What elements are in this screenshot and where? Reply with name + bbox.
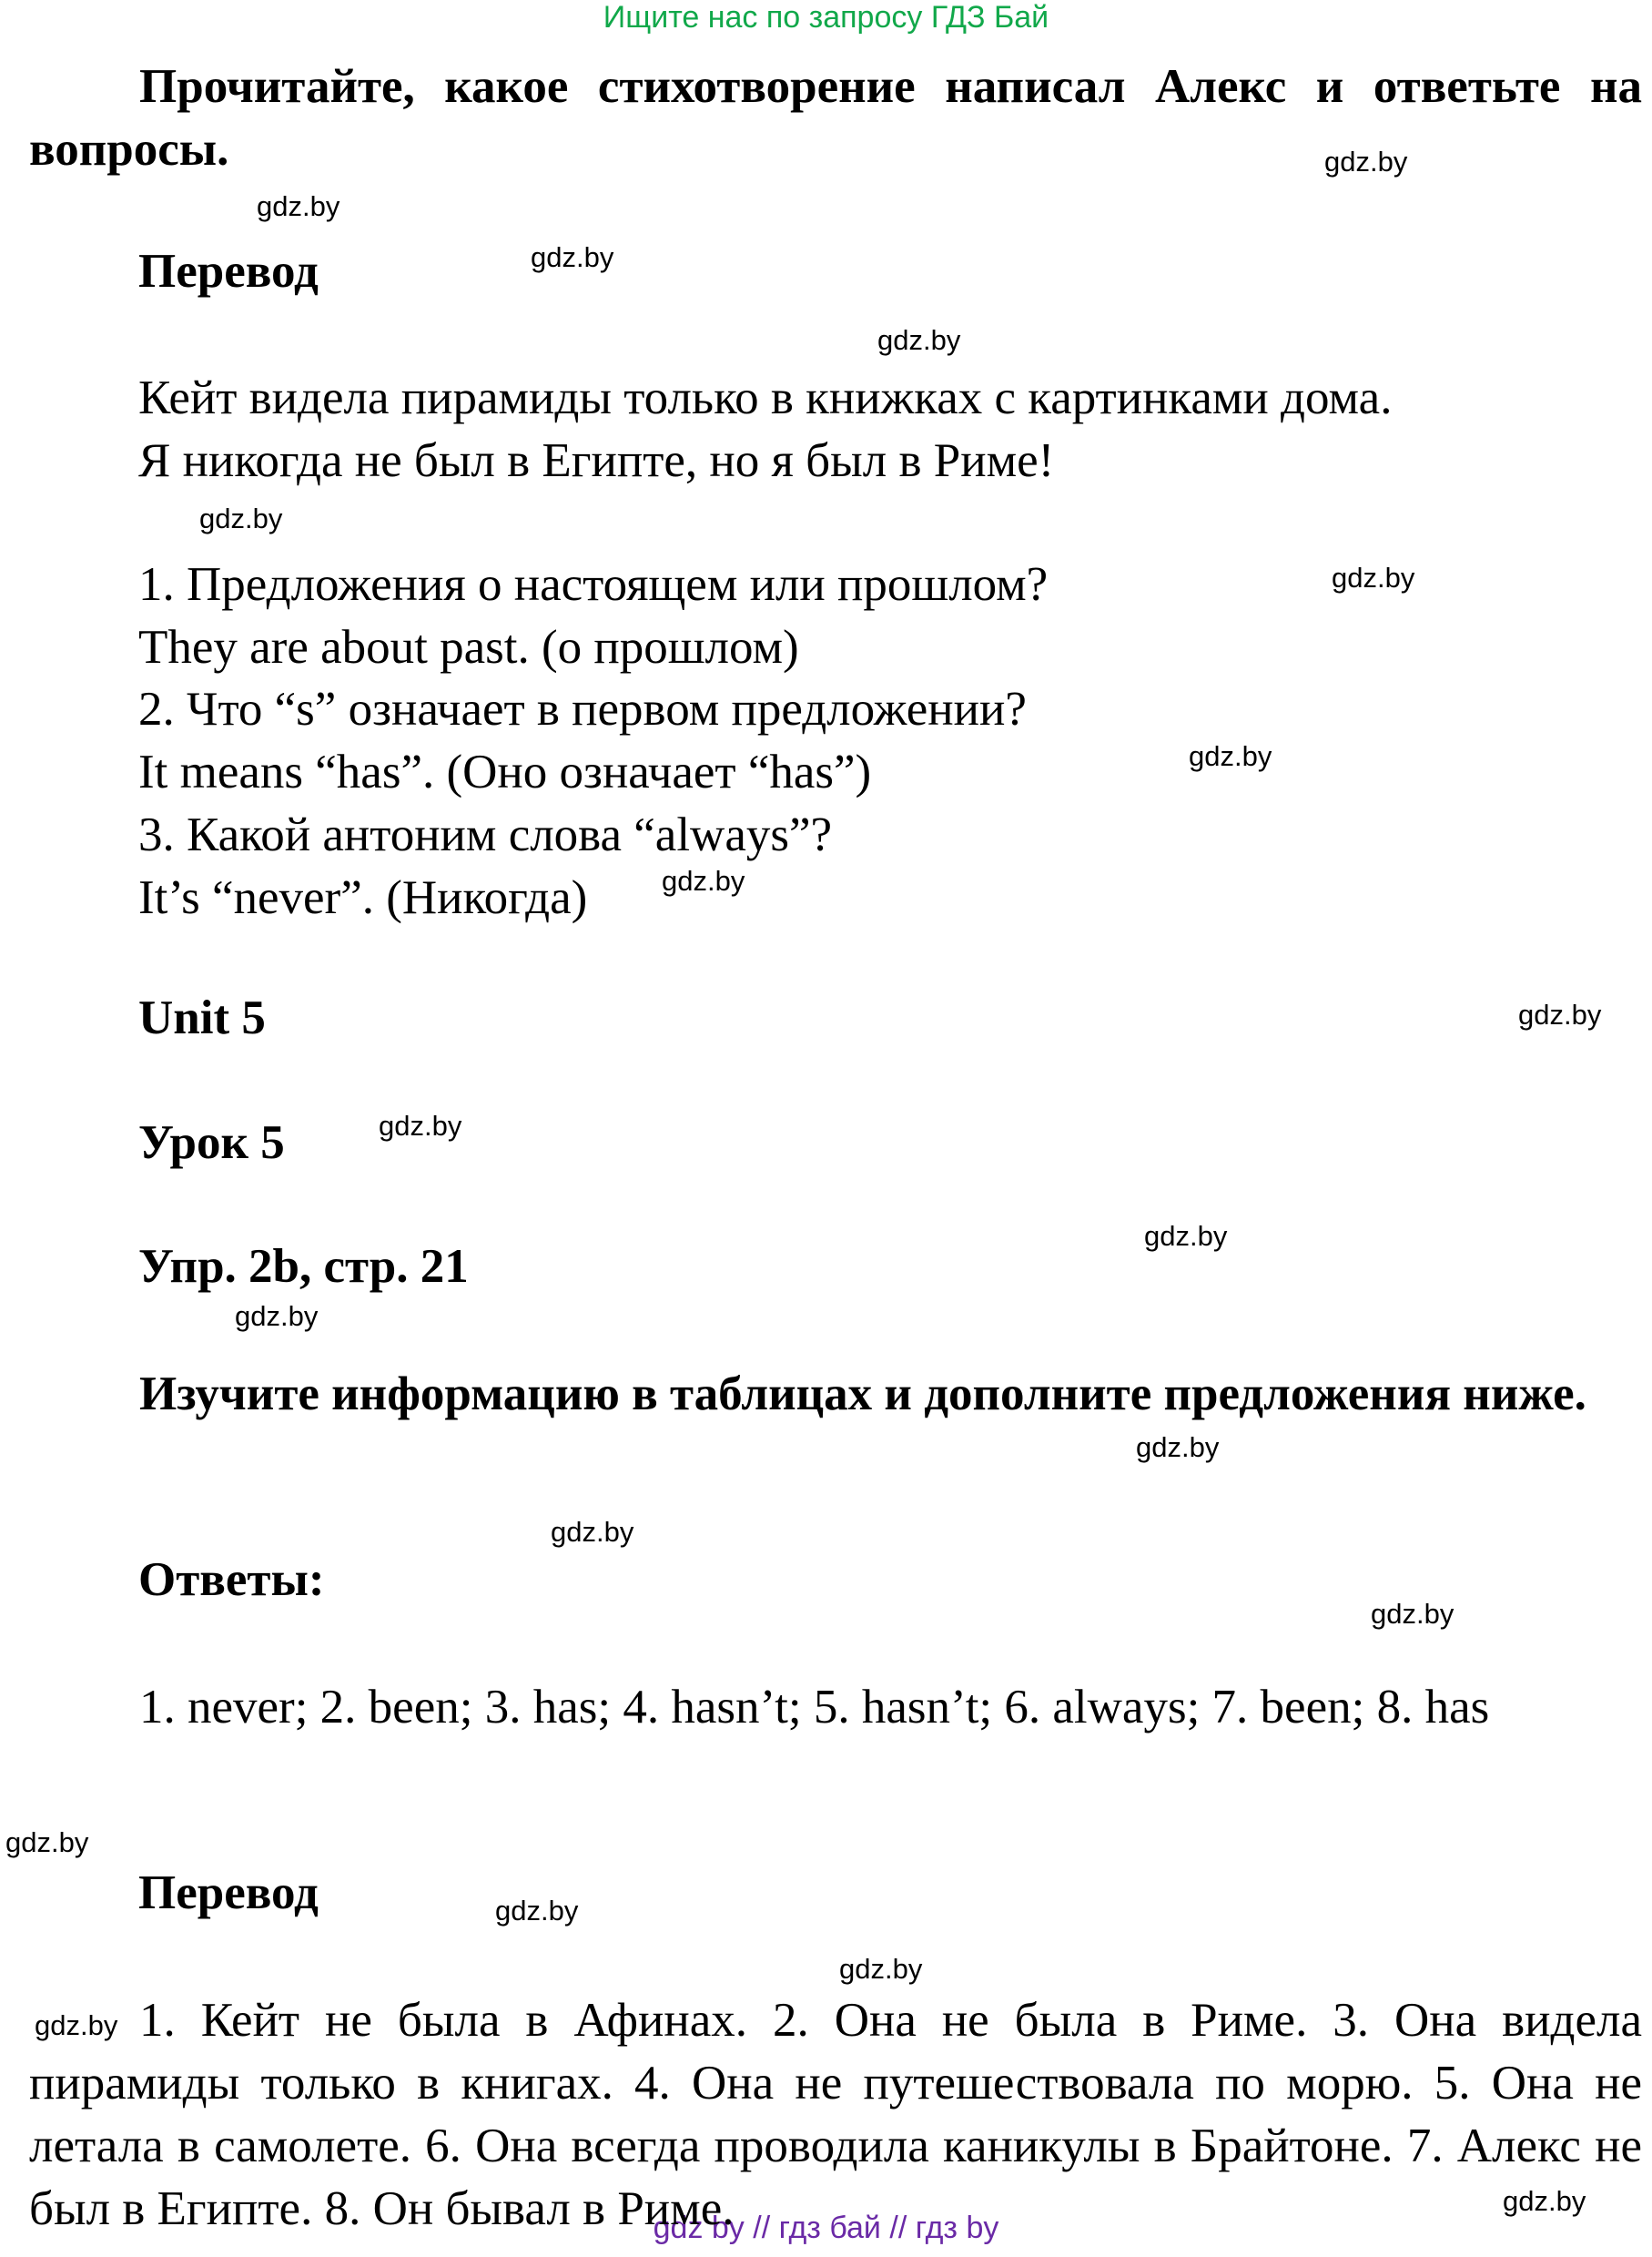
watermark: gdz.by (877, 324, 961, 356)
task2-translation-text: 1. Кейт не была в Афинах. 2. Она не была в Риме. 3. Она видела пирамиды только в книгах. 4. Она не путешествовала по морю. 5. Она не летала в самолете. 6. Она всегда проводила каникулы в Брайтоне. 7. Алекс не был в Египте. 8. Он бывал в Риме. (29, 1994, 1642, 2235)
unit-heading: Unit 5 (138, 991, 266, 1044)
watermark: gdz.by (1189, 740, 1272, 772)
watermark: gdz.by (235, 1300, 319, 1332)
task1-translation-heading: Перевод (138, 245, 319, 298)
header-link[interactable]: Ищите нас по запросу ГДЗ Бай (603, 0, 1049, 35)
task1-instruction: Прочитайте, какое стихотворение написал Алекс и ответьте на вопросы. (29, 60, 1642, 176)
task2-instruction: Изучите информацию в таблицах и дополните предложения ниже. (139, 1367, 1586, 1420)
watermark: gdz.by (662, 865, 745, 897)
watermark: gdz.by (531, 241, 614, 273)
watermark: gdz.by (1503, 2185, 1586, 2217)
watermark: gdz.by (1518, 999, 1602, 1031)
watermark: gdz.by (1136, 1431, 1220, 1463)
qa-line: 2. Что “s” означает в первом предложении? (138, 683, 1027, 736)
answers-heading: Ответы: (138, 1553, 325, 1606)
answers-text: 1. never; 2. been; 3. has; 4. hasn’t; 5. hasn’t; 6. always; 7. been; 8. has (139, 1681, 1490, 1733)
watermark: gdz.by (199, 503, 283, 534)
watermark: gdz.by (5, 1826, 89, 1858)
footer-links[interactable]: gdz by // гдз бай // гдз by (653, 2211, 999, 2245)
watermark: gdz.by (551, 1516, 634, 1548)
qa-line: It means “has”. (Оно означает “has”) (138, 746, 872, 798)
qa-line: It’s “never”. (Никогда) (138, 871, 588, 924)
watermark: gdz.by (1371, 1598, 1454, 1630)
translation-line: Кейт видела пирамиды только в книжках с картинками дома. (138, 371, 1393, 424)
translation-line: Я никогда не был в Египте, но я был в Риме! (138, 434, 1055, 487)
watermark: gdz.by (379, 1110, 462, 1142)
watermark: gdz.by (1332, 562, 1415, 594)
qa-line: They are about past. (о прошлом) (138, 621, 799, 674)
watermark: gdz.by (1144, 1220, 1228, 1252)
lesson-heading: Урок 5 (138, 1116, 285, 1169)
exercise-heading: Упр. 2b, стр. 21 (138, 1240, 469, 1293)
watermark: gdz.by (35, 2009, 118, 2041)
watermark: gdz.by (839, 1953, 923, 1985)
watermark: gdz.by (1324, 146, 1408, 178)
qa-line: 1. Предложения о настоящем или прошлом? (138, 558, 1049, 611)
qa-line: 3. Какой антоним слова “always”? (138, 808, 833, 861)
watermark: gdz.by (257, 190, 340, 222)
watermark: gdz.by (495, 1895, 579, 1927)
task2-translation-heading: Перевод (138, 1866, 319, 1919)
